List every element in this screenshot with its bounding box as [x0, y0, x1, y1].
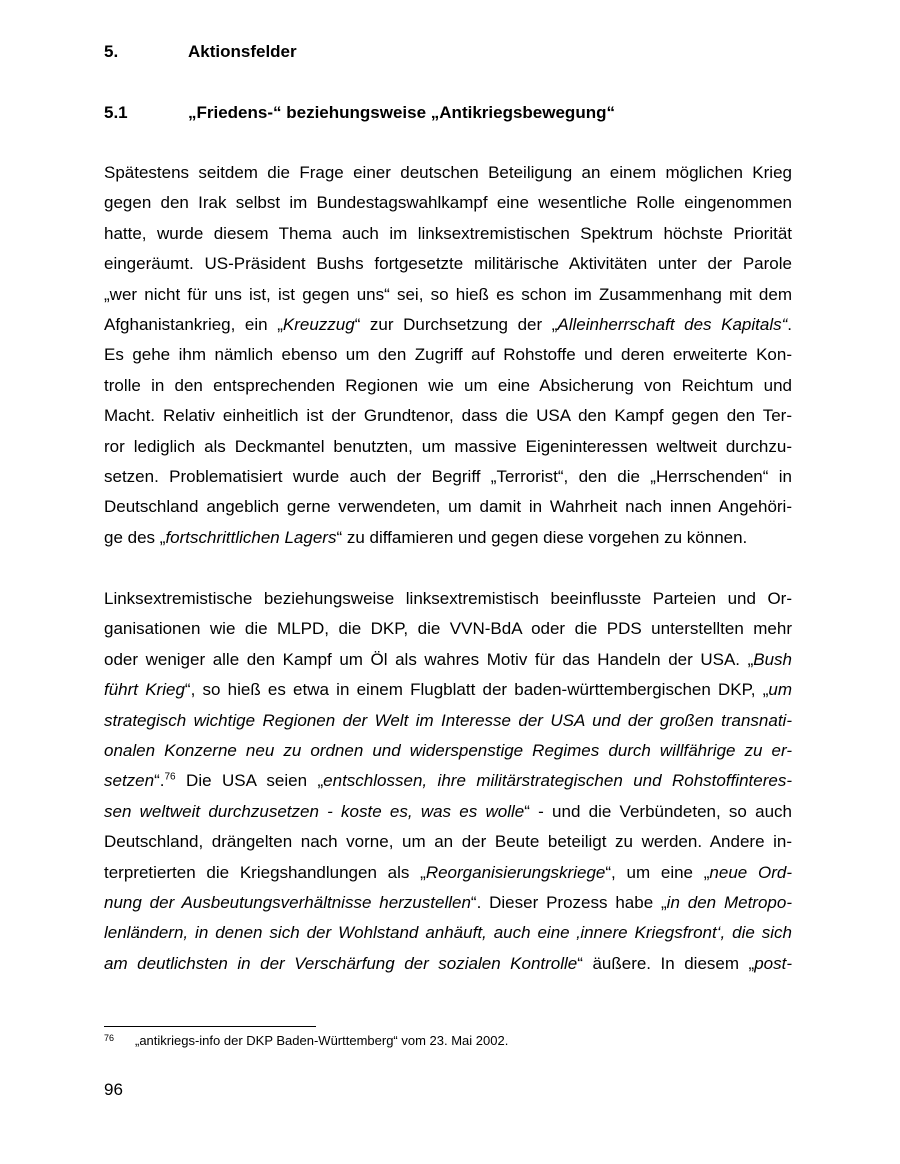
- italic-segment: führt Krieg: [104, 680, 185, 700]
- text-line: [104, 888, 792, 918]
- footnote-reference[interactable]: 76: [164, 771, 176, 783]
- text-line: ganisationen wie die MLPD, die DKP, die VVN-BdA oder die PDS unterstellten mehr: [104, 619, 792, 639]
- text-segment: oder weniger alle den Kampf um Öl als wahres Motiv für das Handeln der USA. „: [104, 649, 754, 669]
- text-segment: Afghanistankrieg, ein „: [104, 314, 283, 334]
- text-line: Spätestens seitdem die Frage einer deutschen Beteiligung an einem möglichen Krieg: [104, 163, 792, 182]
- section-heading: [104, 41, 297, 63]
- italic-segment: entschlossen, ihre militärstrategischen und Rohstoffinteres-: [323, 771, 792, 791]
- text-line: eingeräumt. US-Präsident Bushs fortgesetzte militärische Aktivitäten unter der Parole: [104, 254, 792, 274]
- text-line: [104, 858, 792, 888]
- italic-segment: am deutlichsten in der Verschärfung der sozialen Kontrolle: [104, 953, 578, 973]
- text-line: strategisch wichtige Regionen der Welt im Interesse der USA und der großen transnati-: [104, 710, 792, 730]
- section-title: Aktionsfelder: [188, 42, 297, 61]
- italic-segment: Bush: [753, 649, 792, 669]
- text-line: [104, 675, 792, 705]
- text-line: Macht. Relativ einheitlich ist der Grundtenor, dass die USA den Kampf gegen den Ter-: [104, 406, 792, 426]
- text-segment: “. Dieser Prozess habe „: [470, 892, 667, 912]
- text-segment: ge des „: [104, 527, 166, 547]
- text-line: Deutschland angeblich gerne verwendeten, um damit in Wahrheit nach innen Angehöri-: [104, 497, 792, 517]
- text-line: [104, 797, 792, 827]
- text-line: [104, 645, 792, 675]
- section-number: 5.: [104, 42, 119, 61]
- text-line: Deutschland, drängelten nach vorne, um an der Beute beteiligt zu werden. Andere in-: [104, 832, 792, 852]
- text-line: Es gehe ihm nämlich ebenso um den Zugriff auf Rohstoffe und deren erweiterte Kon-: [104, 345, 792, 365]
- italic-segment: in den Metropo-: [666, 892, 792, 912]
- text-segment: “ zur Durchsetzung der „: [354, 314, 558, 334]
- text-line: [104, 766, 792, 796]
- text-segment: Die USA seien „: [175, 771, 324, 791]
- italic-segment: neue Ord-: [709, 862, 792, 882]
- italic-segment: setzen: [104, 771, 155, 791]
- text-line: hatte, wurde diesem Thema auch im linksextremistischen Spektrum höchste Priorität: [104, 223, 792, 243]
- italic-segment: Reorganisierungskriege: [425, 862, 606, 882]
- italic-segment: nung der Ausbeutungsverhältnisse herzustellen: [104, 892, 471, 912]
- footnote-number: 76: [104, 1033, 115, 1043]
- italic-segment: sen weltweit durchzusetzen - koste es, was es wolle: [104, 801, 525, 821]
- text-line: „wer nicht für uns ist, ist gegen uns“ sei, so hieß es schon im Zusammenhang mit dem: [104, 284, 792, 304]
- subsection-heading: [104, 102, 615, 124]
- text-segment: “.: [154, 771, 165, 791]
- text-line: setzen. Problematisiert wurde auch der Begriff „Terrorist“, den die „Herrschenden“ in: [104, 466, 792, 486]
- text-line: trolle in den entsprechenden Regionen wie um eine Absicherung von Reichtum und: [104, 375, 792, 395]
- italic-segment: Kreuzzug: [282, 314, 355, 334]
- footnote: [104, 1032, 508, 1050]
- text-segment: terpretierten die Kriegshandlungen als „: [104, 862, 426, 882]
- footnote-divider: [104, 1026, 316, 1027]
- text-line: lenländern, in denen sich der Wohlstand anhäuft, auch eine ‚innere Kriegsfront‘, die sich: [104, 923, 792, 943]
- footnote-text: „antikriegs-info der DKP Baden-Württemberg“ vom 23. Mai 2002.: [135, 1033, 509, 1048]
- text-segment: .: [787, 314, 792, 334]
- text-line: onalen Konzerne neu zu ordnen und widerspenstige Regimes durch willfährige zu er-: [104, 740, 792, 760]
- paragraph-1: [104, 158, 792, 553]
- text-line: gegen den Irak selbst im Bundestagswahlkampf eine wesentliche Rolle eingenommen: [104, 193, 792, 213]
- paragraph-2: [104, 584, 792, 979]
- text-segment: “ zu diffamieren und gegen diese vorgehen zu können.: [336, 527, 748, 547]
- text-segment: “, um eine „: [605, 862, 710, 882]
- text-line: [104, 949, 792, 979]
- text-line: Linksextremistische beziehungsweise linksextremistisch beeinflusste Parteien und Or-: [104, 589, 792, 608]
- text-segment: “, so hieß es etwa in einem Flugblatt der baden-württembergischen DKP, „: [184, 680, 769, 700]
- italic-segment: Alleinherrschaft des Kapitals“: [557, 314, 788, 334]
- italic-segment: um: [768, 680, 792, 700]
- subsection-number: 5.1: [104, 103, 128, 122]
- subsection-title: „Friedens-“ beziehungsweise „Antikriegsbewegung“: [188, 103, 615, 122]
- text-line: [104, 523, 792, 553]
- italic-segment: fortschrittlichen Lagers: [165, 527, 337, 547]
- italic-segment: post-: [754, 953, 793, 973]
- text-segment: “ - und die Verbündeten, so auch: [524, 801, 792, 821]
- text-line: ror lediglich als Deckmantel benutzten, um massive Eigeninteressen weltweit durchzu-: [104, 436, 792, 456]
- text-line: [104, 310, 792, 340]
- text-segment: “ äußere. In diesem „: [577, 953, 755, 973]
- page-number: 96: [104, 1080, 123, 1099]
